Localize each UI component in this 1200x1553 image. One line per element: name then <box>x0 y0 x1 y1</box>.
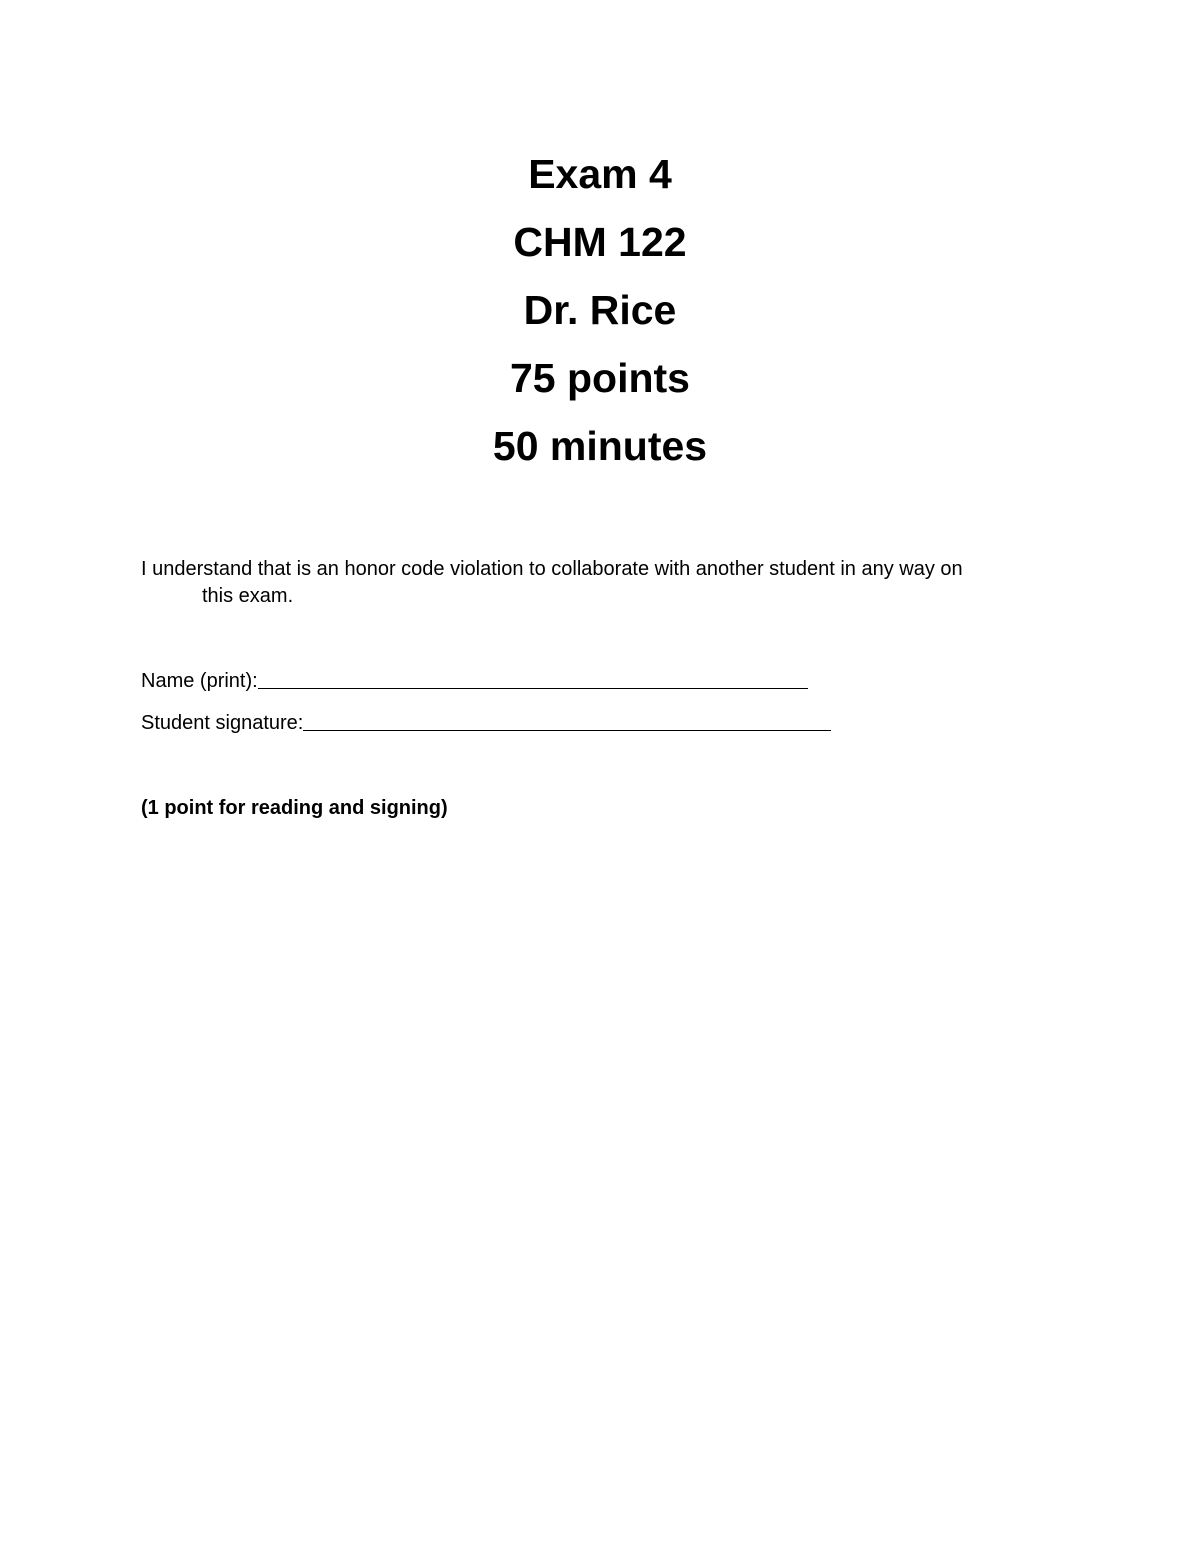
title-block <box>0 140 1200 480</box>
signature-blank-line[interactable] <box>303 729 831 731</box>
time-limit: 50 minutes <box>492 423 708 469</box>
honor-pledge-line-1: I understand that is an honor code violation to collaborate with another student in any way on <box>141 558 963 580</box>
signing-point-note: (1 point for reading and signing) <box>141 797 448 819</box>
name-label: Name (print): <box>141 670 258 692</box>
signature-field[interactable] <box>141 710 831 737</box>
exam-title: Exam 4 <box>528 151 672 197</box>
honor-pledge-line-2: this exam. <box>202 585 294 607</box>
signature-label: Student signature: <box>141 712 304 734</box>
honor-pledge <box>141 556 1041 610</box>
name-field[interactable] <box>141 668 808 695</box>
course-code: CHM 122 <box>513 219 687 265</box>
name-blank-line[interactable] <box>258 687 808 689</box>
total-points: 75 points <box>510 355 690 401</box>
instructor: Dr. Rice <box>523 287 677 333</box>
